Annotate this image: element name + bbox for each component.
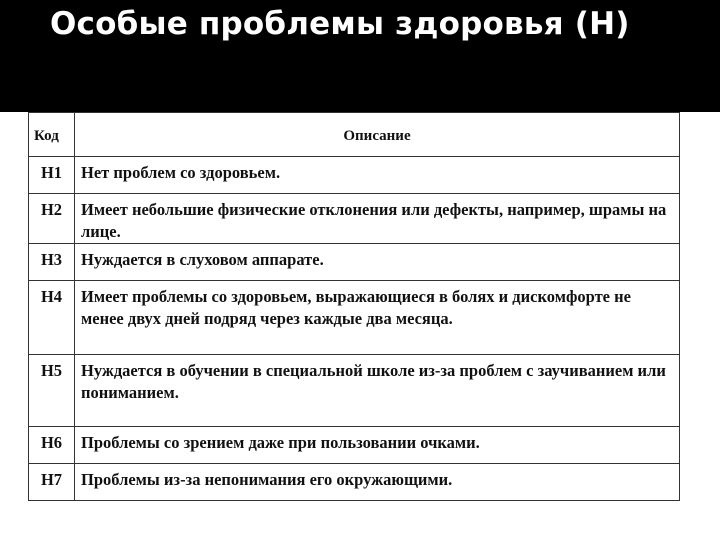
row-code: Н5	[29, 355, 75, 427]
table-row	[29, 281, 680, 355]
row-description: Проблемы со зрением даже при пользовании очками.	[75, 427, 680, 464]
row-code: Н4	[29, 281, 75, 355]
table-row	[29, 464, 680, 501]
table-row	[29, 244, 680, 281]
row-description: Имеет проблемы со здоровьем, выражающиеся в болях и дискомфорте не менее двух дней подряд через каждые два месяца.	[75, 281, 680, 355]
table-row	[29, 194, 680, 244]
row-description: Нет проблем со здоровьем.	[75, 157, 680, 194]
header-code: Код	[29, 113, 75, 157]
table-row	[29, 355, 680, 427]
row-code: Н2	[29, 194, 75, 244]
row-description: Проблемы из-за непонимания его окружающими.	[75, 464, 680, 501]
row-code: Н7	[29, 464, 75, 501]
table-row	[29, 427, 680, 464]
row-code: Н6	[29, 427, 75, 464]
row-description: Имеет небольшие физические отклонения или дефекты, например, шрамы на лице.	[75, 194, 680, 244]
slide-title: Особые проблемы здоровья (Н)	[50, 6, 630, 42]
health-problems-table	[28, 112, 680, 501]
row-code: Н1	[29, 157, 75, 194]
title-bar	[0, 0, 720, 112]
table-row	[29, 157, 680, 194]
table-header-row	[29, 113, 680, 157]
row-code: Н3	[29, 244, 75, 281]
header-description: Описание	[75, 113, 680, 157]
row-description: Нуждается в обучении в специальной школе из-за проблем с заучиванием или пониманием.	[75, 355, 680, 427]
row-description: Нуждается в слуховом аппарате.	[75, 244, 680, 281]
